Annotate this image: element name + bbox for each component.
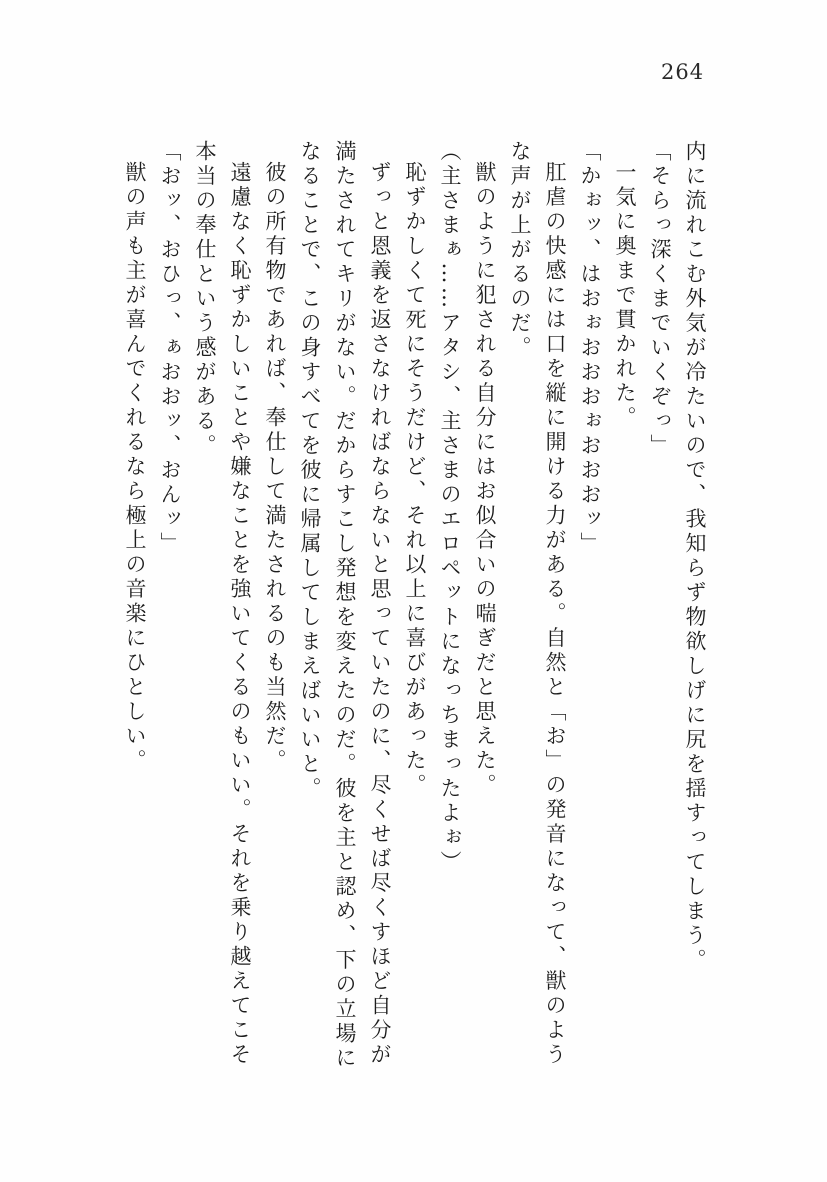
paragraph: 内に流れこむ外気が冷たいので、我知らず物欲しげに尻を揺すってしまう。 (683, 140, 707, 973)
paragraph: 獣のように犯される自分にはお似合いの喘ぎだと思えた。 (473, 161, 497, 798)
paragraph: 遠慮なく恥ずかしいことや嫌なことを強いてくるのもいい。それを乗り越えてこそ本当の奉仕という感がある。 (193, 140, 252, 1068)
paragraph-thought: （主さまぁ……アタシ、主さまのエロペットになっちまったよぉ） (438, 140, 462, 875)
paragraph: 彼の所有物であれば、奉仕して満たされるのも当然だ。 (263, 161, 287, 774)
paragraph: ずっと恩義を返さなければならないと思っていたのに、尽くせば尽くすほど自分が満たされてキリがない。だからすこし発想を変えたのだ。彼を主と認め、下の立場になることで、この身すべてを彼に帰属してしまえばいいと。 (298, 140, 392, 1071)
paragraph-dialogue: 「かぉッ、はおぉおおおぉおおおッ」 (578, 140, 602, 557)
paragraph: 一気に奥まで貫かれた。 (613, 161, 637, 431)
paragraph-dialogue: 「そらっ深くまでいくぞっ」 (648, 140, 672, 459)
paragraph: 恥ずかしくて死にそうだけど、それ以上に喜びがあった。 (403, 161, 427, 798)
paragraph: 獣の声も主が喜んでくれるなら極上の音楽にひとしい。 (123, 161, 147, 774)
vertical-text-block (112, 140, 712, 1085)
paragraph-dialogue: 「おッ、おひっ、ぁおおッ、おんッ」 (158, 140, 182, 557)
page-number: 264 (661, 60, 705, 84)
paragraph: 肛虐の快感には口を縦に開ける力がある。自然と「お」の発音になって、獣のような声が上がるのだ。 (508, 140, 567, 1068)
